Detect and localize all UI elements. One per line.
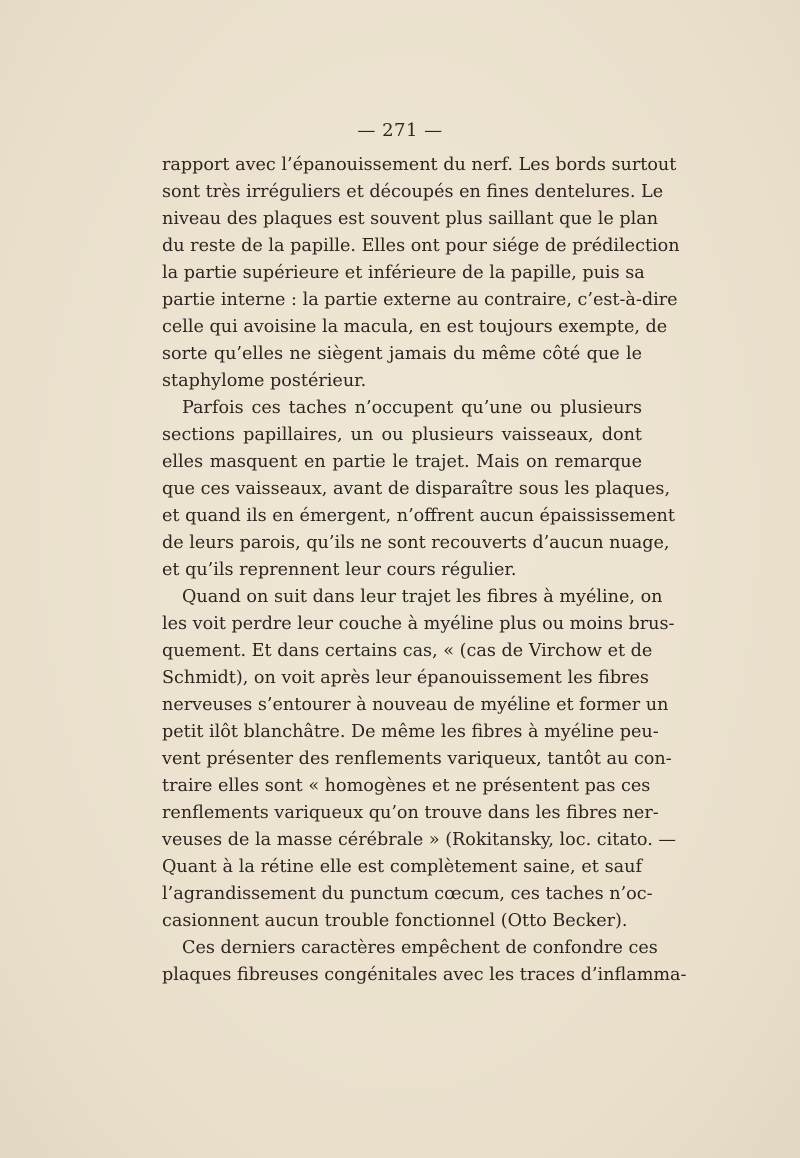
text-line: quement. Et dans certains cas, « (cas de Virchow et de bbox=[162, 641, 653, 661]
text-line: casionnent aucun trouble fonctionnel (Otto Becker). bbox=[162, 911, 628, 931]
text-line: et qu’ils reprennent leur cours régulier. bbox=[162, 560, 517, 580]
text-line: celle qui avoisine la macula, en est toujours exempte, de bbox=[162, 317, 668, 337]
text-line: rapport avec l’épanouissement du nerf. Les bords surtout bbox=[162, 155, 677, 175]
text-line: Parfois ces taches n’occupent qu’une ou plusieurs bbox=[182, 398, 642, 418]
page-number: — 271 — bbox=[357, 120, 443, 141]
text-line: et quand ils en émergent, n’offrent aucun épaississement bbox=[162, 506, 675, 526]
text-line: Quant à la rétine elle est complètement saine, et sauf bbox=[162, 857, 642, 877]
text-line: du reste de la papille. Elles ont pour siége de prédilection bbox=[162, 236, 680, 256]
text-line: que ces vaisseaux, avant de disparaître sous les plaques, bbox=[162, 479, 671, 499]
text-line: de leurs parois, qu’ils ne sont recouverts d’aucun nuage, bbox=[162, 533, 670, 553]
text-line: Schmidt), on voit après leur épanouissement les fibres bbox=[162, 668, 649, 688]
text-line: plaques fibreuses congénitales avec les traces d’inflamma- bbox=[162, 965, 687, 985]
text-line: niveau des plaques est souvent plus saillant que le plan bbox=[162, 209, 659, 229]
text-line: sont très irréguliers et découpés en fines dentelures. Le bbox=[162, 182, 664, 202]
text-line: l’agrandissement du punctum cœcum, ces taches n’oc- bbox=[162, 884, 653, 904]
text-line: partie interne : la partie externe au contraire, c’est-à-dire bbox=[162, 290, 678, 310]
text-line: staphylome postérieur. bbox=[162, 371, 367, 391]
text-line: traire elles sont « homogènes et ne présentent pas ces bbox=[162, 776, 651, 796]
text-line: Ces derniers caractères empêchent de confondre ces bbox=[182, 938, 658, 958]
text-line: la partie supérieure et inférieure de la papille, puis sa bbox=[162, 263, 645, 283]
text-line: sorte qu’elles ne siègent jamais du même côté que le bbox=[162, 344, 642, 364]
text-line: vent présenter des renflements variqueux, tantôt au con- bbox=[162, 749, 672, 769]
text-line: veuses de la masse cérébrale » (Rokitansky, loc. citato. — bbox=[162, 830, 676, 850]
text-line: les voit perdre leur couche à myéline plus ou moins brus- bbox=[162, 614, 675, 634]
text-line: Quand on suit dans leur trajet les fibres à myéline, on bbox=[182, 587, 663, 607]
text-line: nerveuses s’entourer à nouveau de myéline et former un bbox=[162, 695, 669, 715]
text-line: elles masquent en partie le trajet. Mais on remarque bbox=[162, 452, 642, 472]
text-line: sections papillaires, un ou plusieurs vaisseaux, dont bbox=[162, 425, 642, 445]
text-line: renflements variqueux qu’on trouve dans les fibres ner- bbox=[162, 803, 659, 823]
text-line: petit ilôt blanchâtre. De même les fibres à myéline peu- bbox=[162, 722, 659, 742]
body-text bbox=[162, 152, 687, 989]
